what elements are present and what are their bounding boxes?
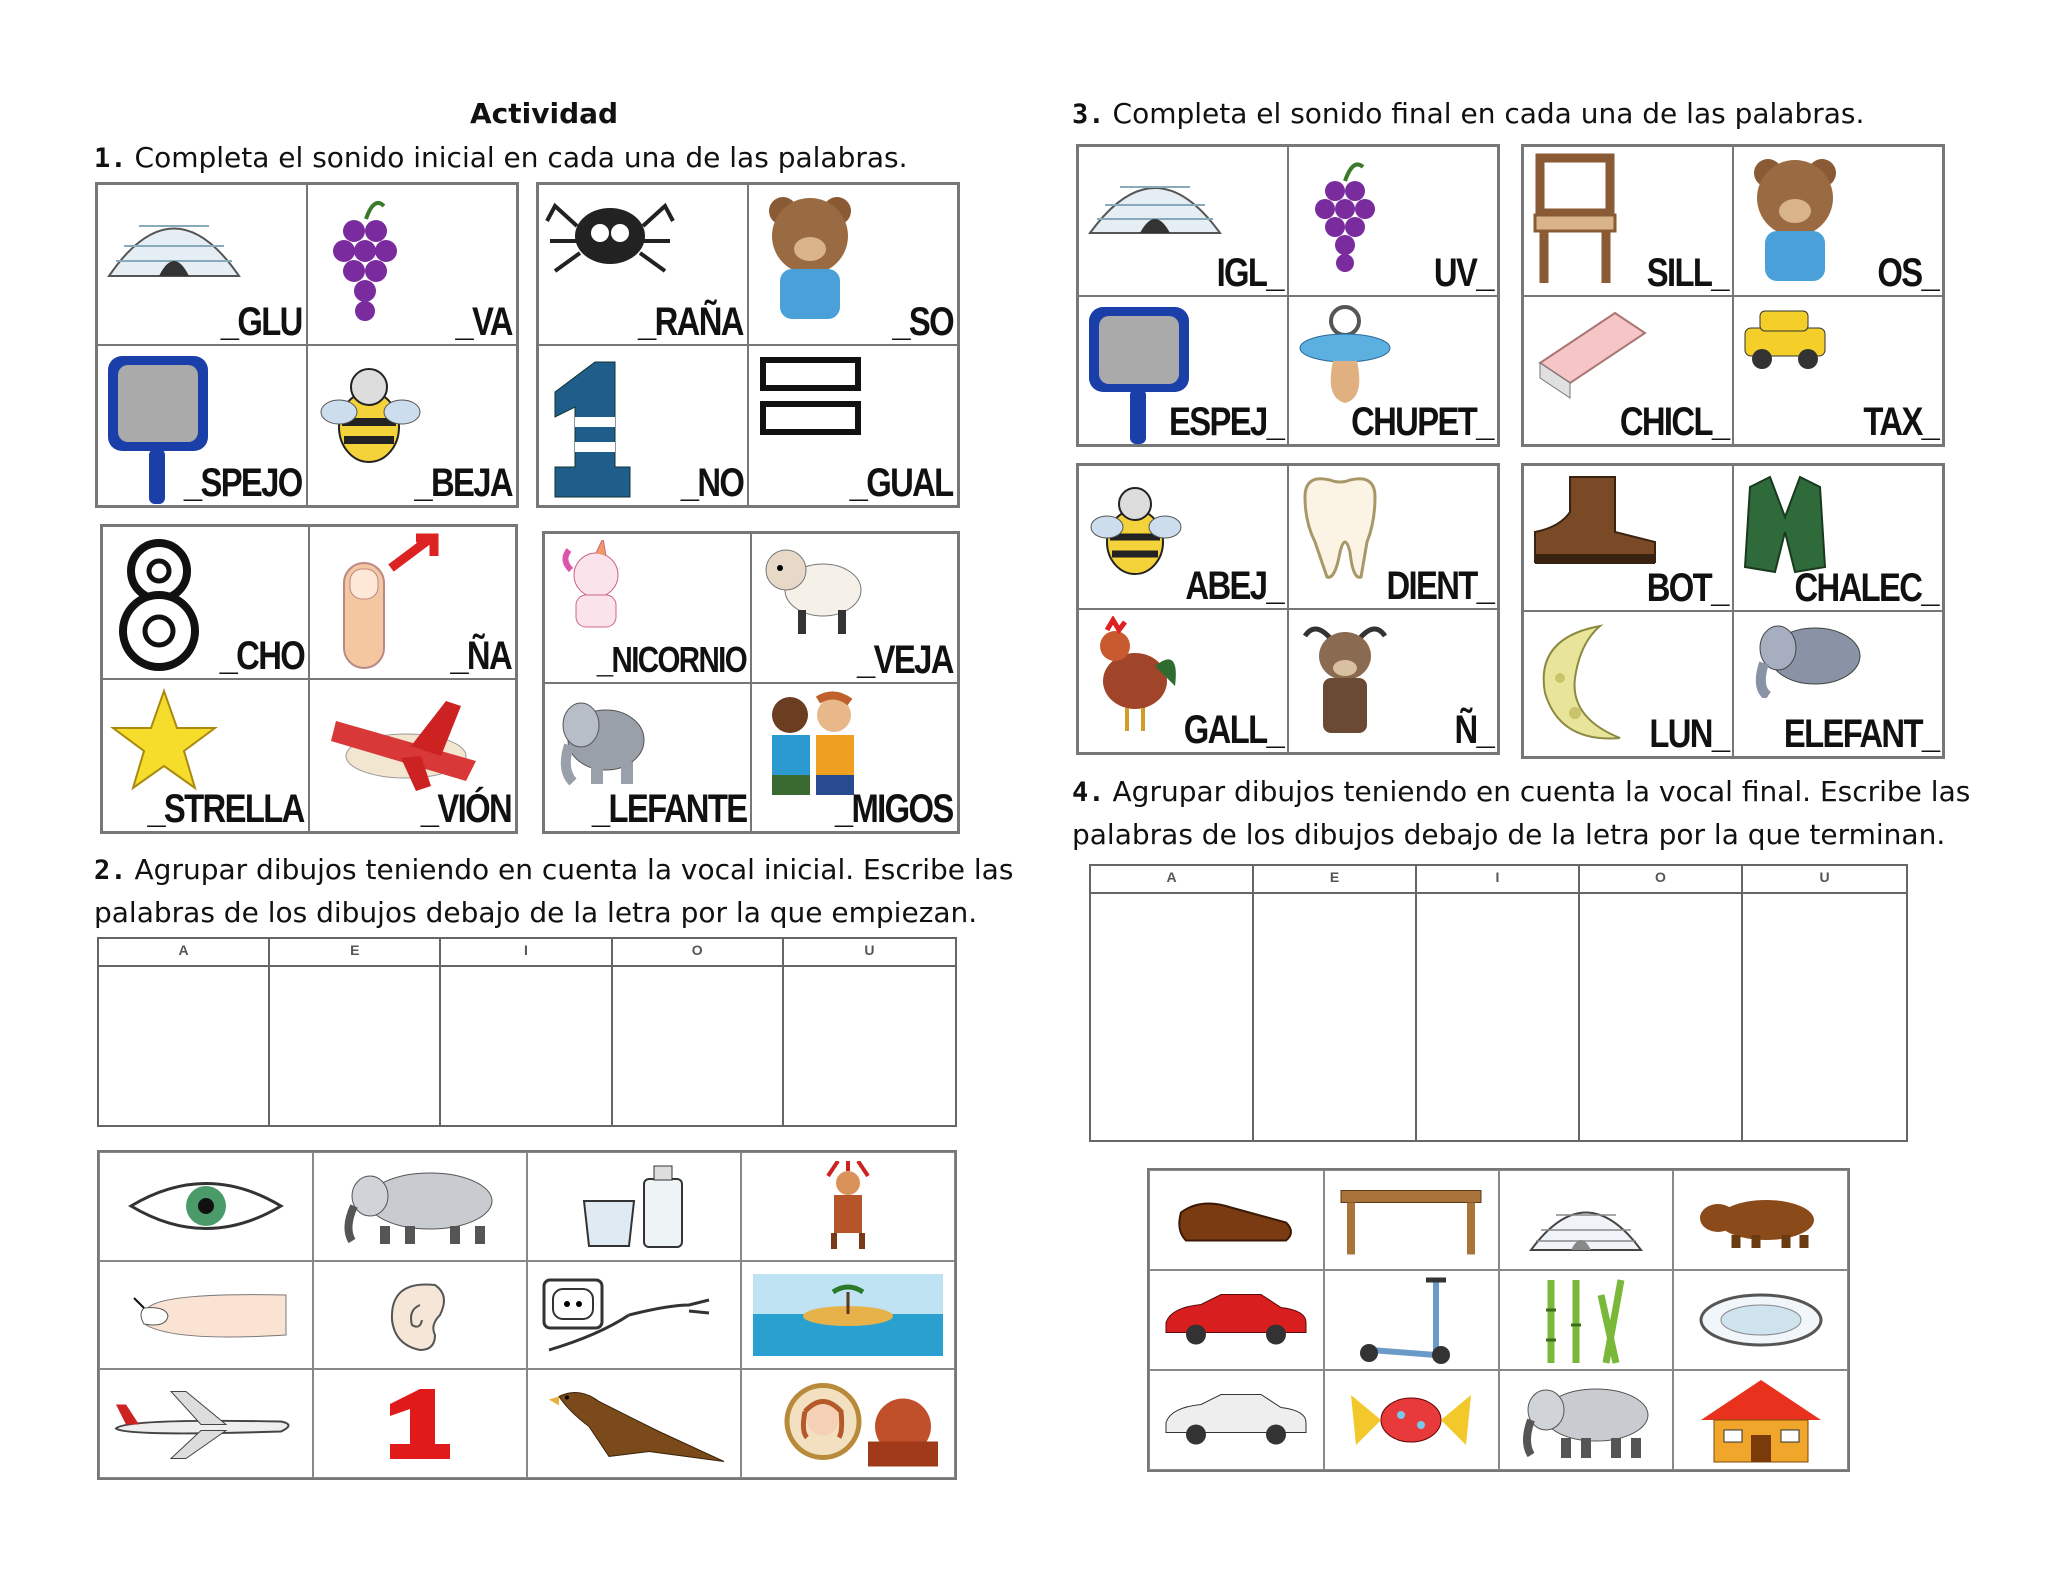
question-4-line2: palabras de los dibujos debajo de la letra por la que terminan. <box>1072 818 1946 851</box>
picture-cell <box>313 1152 527 1261</box>
plate-icon <box>1696 1290 1826 1350</box>
picture-cell <box>1324 1370 1499 1470</box>
sheep-icon <box>758 540 868 640</box>
picture-cell <box>1149 1170 1324 1270</box>
picture-cell <box>99 1261 313 1370</box>
elephant-icon <box>1740 618 1870 698</box>
igloo-icon <box>1085 153 1225 238</box>
question-2-line2: palabras de los dibujos debajo de la letra por la que empiezan. <box>94 896 978 929</box>
tooth-icon <box>1295 472 1385 582</box>
picture-cell <box>527 1261 741 1370</box>
eye-icon <box>126 1176 286 1236</box>
word-card <box>544 533 751 683</box>
igloo-icon <box>1526 1185 1646 1255</box>
word-blank: CHALEC_ <box>1794 566 1938 610</box>
vowel-header-i: I <box>441 939 612 967</box>
airplane-icon <box>316 686 496 796</box>
word-box-5 <box>1076 144 1500 447</box>
table-icon <box>1336 1183 1486 1258</box>
word-blank: CHUPET_ <box>1351 400 1493 444</box>
word-blank: TAX_ <box>1863 400 1938 444</box>
word-blank: _RAÑA <box>638 300 743 344</box>
picture-cell <box>313 1261 527 1370</box>
vowel-column-o[interactable] <box>613 967 784 1125</box>
equals-icon <box>755 352 865 442</box>
word-card <box>1288 296 1498 446</box>
elephant-icon <box>551 690 651 790</box>
word-blank: _SO <box>892 300 953 344</box>
question-number: 2. <box>94 855 127 886</box>
question-1 <box>94 136 908 180</box>
question-text: Completa el sonido final en cada una de las palabras. <box>1112 97 1865 130</box>
picture-cell <box>1673 1270 1848 1370</box>
moon-icon <box>1530 618 1640 748</box>
vowel-sort-table-final <box>1089 864 1908 1142</box>
word-card <box>1078 465 1288 609</box>
word-blank: _GLU <box>221 300 302 344</box>
picture-cell <box>527 1152 741 1261</box>
chair-icon <box>1530 153 1620 288</box>
bear-icon <box>1740 153 1850 293</box>
word-blank: DIENT_ <box>1386 564 1493 608</box>
grapes-icon <box>314 191 414 331</box>
unicorn-icon <box>551 540 641 640</box>
wildebeest-icon <box>1295 616 1395 741</box>
word-blank: _VA <box>455 300 512 344</box>
bee-icon <box>314 352 424 472</box>
word-card <box>748 345 958 506</box>
word-card <box>1523 296 1733 446</box>
friends-icon <box>758 690 868 800</box>
word-card <box>97 345 307 506</box>
vest-icon <box>1740 472 1830 577</box>
vowel-header-o: O <box>613 939 784 967</box>
ear-icon <box>380 1275 460 1355</box>
bear-icon <box>755 191 865 331</box>
bamboo-icon <box>1536 1275 1636 1365</box>
word-blank: UV_ <box>1434 250 1493 295</box>
word-card <box>1078 146 1288 296</box>
number-eight-icon <box>109 533 209 673</box>
rooster-icon <box>1085 616 1185 736</box>
word-blank: _LEFANTE <box>591 787 746 831</box>
vowel-column-i[interactable] <box>1417 894 1580 1140</box>
pacifier-icon <box>1295 303 1405 413</box>
elephant-icon <box>330 1166 510 1246</box>
vowel-header-u: U <box>784 939 955 967</box>
page-title: Actividad <box>470 97 619 130</box>
question-number: 1. <box>94 143 127 174</box>
word-card <box>309 526 516 679</box>
word-card <box>544 683 751 833</box>
grapes-icon <box>1295 153 1395 283</box>
word-blank: _ÑA <box>450 634 511 678</box>
word-box-1 <box>95 182 519 508</box>
word-card <box>1078 296 1288 446</box>
word-card <box>748 184 958 345</box>
picture-cell <box>1499 1170 1674 1270</box>
picture-cell <box>99 1369 313 1478</box>
word-blank: ABEJ_ <box>1185 564 1283 608</box>
spider-icon <box>545 191 675 281</box>
word-card <box>1733 296 1943 446</box>
igloo-icon <box>104 191 244 281</box>
word-blank: _STRELLA <box>147 787 304 831</box>
word-card <box>751 533 958 683</box>
picture-cell <box>527 1369 741 1478</box>
elephant-icon <box>1511 1380 1661 1460</box>
word-blank: OS_ <box>1877 250 1938 295</box>
question-number: 3. <box>1072 99 1105 130</box>
word-blank: _VIÓN <box>420 787 511 831</box>
vowel-column-u[interactable] <box>1743 894 1906 1140</box>
word-blank: CHICL_ <box>1619 400 1728 444</box>
vowel-header-a: A <box>1091 866 1254 894</box>
scooter-icon <box>1351 1275 1471 1365</box>
question-3 <box>1072 92 1864 136</box>
word-card <box>1288 146 1498 296</box>
picture-cell <box>1499 1270 1674 1370</box>
vowel-header-o: O <box>1580 866 1743 894</box>
fingernail-icon <box>316 533 446 673</box>
star-icon <box>109 686 219 796</box>
word-blank: _VEJA <box>857 637 953 682</box>
bear-icon <box>1696 1190 1826 1250</box>
word-blank: Ñ_ <box>1454 708 1493 752</box>
airplane-icon <box>111 1386 301 1461</box>
word-blank: _GUAL <box>850 461 953 505</box>
question-number: 4. <box>1072 777 1105 808</box>
vowel-column-i[interactable] <box>441 967 612 1125</box>
word-card <box>1288 609 1498 753</box>
indian-icon <box>808 1161 888 1251</box>
word-card <box>1288 465 1498 609</box>
word-card <box>1523 146 1733 296</box>
taxi-icon <box>1161 1393 1311 1448</box>
word-blank: IGL_ <box>1216 250 1283 295</box>
word-blank: _BEJA <box>414 461 512 505</box>
picture-table-initial <box>97 1150 957 1480</box>
bee-icon <box>1085 472 1185 582</box>
word-card <box>1733 146 1943 296</box>
question-2 <box>94 848 1013 892</box>
gum-icon <box>1530 303 1650 403</box>
vowel-header-a: A <box>99 939 270 967</box>
candy-icon <box>1346 1385 1476 1455</box>
plug-icon <box>539 1275 729 1355</box>
picture-cell <box>741 1152 955 1261</box>
boot-icon <box>1530 472 1660 567</box>
vowel-column-e[interactable] <box>1254 894 1417 1140</box>
word-box-3 <box>100 524 518 834</box>
question-text: Completa el sonido inicial en cada una de las palabras. <box>134 141 908 174</box>
word-blank: BOT_ <box>1647 566 1728 610</box>
eagle-icon <box>539 1381 729 1466</box>
vowel-header-u: U <box>1743 866 1906 894</box>
picture-table-final <box>1147 1168 1850 1472</box>
vowel-header-e: E <box>270 939 441 967</box>
word-blank: _SPEJO <box>184 461 302 505</box>
taxi-icon <box>1740 303 1830 373</box>
picture-cell <box>1499 1370 1674 1470</box>
word-card <box>97 184 307 345</box>
word-box-8 <box>1521 463 1945 759</box>
word-card <box>1733 465 1943 611</box>
word-card <box>102 526 309 679</box>
word-blank: _CHO <box>219 634 304 678</box>
car-icon <box>1161 1293 1311 1348</box>
vowel-column-e[interactable] <box>270 967 441 1125</box>
word-box-7 <box>1076 463 1500 755</box>
word-blank: SILL_ <box>1646 250 1728 295</box>
mirror-icon <box>753 1381 943 1466</box>
vowel-sort-table-initial <box>97 937 957 1127</box>
word-card <box>751 683 958 833</box>
word-card <box>1078 609 1288 753</box>
picture-cell <box>99 1152 313 1261</box>
word-card <box>102 679 309 832</box>
word-box-2 <box>536 182 960 508</box>
shoe-icon <box>1171 1193 1301 1248</box>
fingernail-icon <box>116 1280 296 1350</box>
word-card <box>307 184 517 345</box>
vowel-column-a[interactable] <box>1091 894 1254 1140</box>
island-icon <box>753 1274 943 1356</box>
picture-cell <box>741 1369 955 1478</box>
word-card <box>1523 465 1733 611</box>
question-4 <box>1072 770 1970 814</box>
vowel-header-i: I <box>1417 866 1580 894</box>
picture-cell <box>1673 1170 1848 1270</box>
word-card <box>1733 611 1943 757</box>
vowel-column-u[interactable] <box>784 967 955 1125</box>
picture-cell <box>741 1261 955 1370</box>
house-icon <box>1696 1375 1826 1465</box>
picture-cell <box>1673 1370 1848 1470</box>
number-one-icon <box>545 352 635 502</box>
word-box-6 <box>1521 144 1945 447</box>
picture-cell <box>1149 1370 1324 1470</box>
question-text: Agrupar dibujos teniendo en cuenta la vocal inicial. Escribe las <box>134 853 1014 886</box>
word-card <box>538 184 748 345</box>
picture-cell <box>313 1369 527 1478</box>
word-blank: _MIGOS <box>835 787 953 831</box>
word-card <box>309 679 516 832</box>
word-card <box>307 345 517 506</box>
picture-cell <box>1149 1270 1324 1370</box>
number-one-icon <box>375 1384 465 1464</box>
word-blank: ESPEJ_ <box>1168 400 1283 444</box>
word-blank: ELEFANT_ <box>1783 712 1938 756</box>
question-text: Agrupar dibujos teniendo en cuenta la vocal final. Escribe las <box>1112 775 1971 808</box>
water-icon <box>579 1161 689 1251</box>
word-blank: LUN_ <box>1648 712 1728 756</box>
word-blank: _NO <box>680 461 743 505</box>
vowel-column-o[interactable] <box>1580 894 1743 1140</box>
picture-cell <box>1324 1270 1499 1370</box>
word-card <box>538 345 748 506</box>
word-blank: _NICORNIO <box>596 638 746 680</box>
word-card <box>1523 611 1733 757</box>
vowel-header-e: E <box>1254 866 1417 894</box>
picture-cell <box>1324 1170 1499 1270</box>
vowel-column-a[interactable] <box>99 967 270 1125</box>
word-blank: GALL_ <box>1183 708 1283 752</box>
word-box-4 <box>542 531 960 834</box>
